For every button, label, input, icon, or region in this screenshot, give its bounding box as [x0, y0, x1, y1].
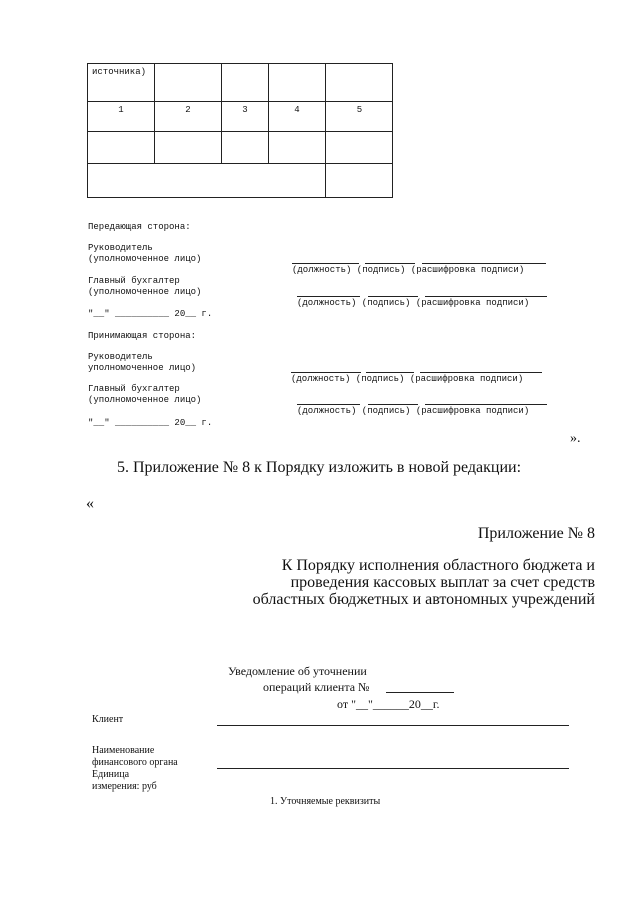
receive-accountant-caption: (должность) (подпись) (расшифровка подписи): [297, 406, 530, 416]
closing-quote: ».: [570, 431, 581, 446]
signature-line: [420, 372, 542, 373]
receive-head-sublabel: уполномоченное лицо): [88, 363, 197, 373]
transfer-date: "__" __________ 20__ г.: [88, 309, 213, 319]
table-col-divider: [325, 63, 326, 198]
client-label: Клиент: [92, 714, 124, 725]
transfer-head-label: Руководитель: [88, 243, 153, 253]
transfer-accountant-sublabel: (уполномоченное лицо): [88, 287, 202, 297]
amendment-text: 5. Приложение № 8 к Порядку изложить в новой редакции:: [117, 459, 522, 476]
signature-line: [297, 296, 360, 297]
fin-org-label: Наименование: [92, 745, 155, 756]
table-col-number: 1: [118, 105, 124, 115]
table-row-divider: [87, 131, 393, 132]
signature-line: [366, 372, 414, 373]
table-row-divider: [87, 101, 393, 102]
appendix-line2: проведения кассовых выплат за счет средств: [290, 574, 595, 591]
transfer-head-sublabel: (уполномоченное лицо): [88, 254, 202, 264]
table-col-number: 4: [294, 105, 300, 115]
appendix-title: Приложение № 8: [477, 525, 595, 542]
signature-line: [425, 404, 547, 405]
table-col-number: 2: [185, 105, 191, 115]
table-col-number: 5: [356, 105, 363, 115]
table-col-number: 3: [242, 105, 248, 115]
notice-date: от "__"______20__г.: [337, 697, 440, 711]
signature-line: [297, 404, 360, 405]
opening-quote: «: [86, 495, 94, 512]
fin-org-sublabel: финансового органа: [92, 757, 178, 768]
signature-line: [292, 263, 359, 264]
table-row-divider: [87, 163, 393, 164]
receive-accountant-label: Главный бухгалтер: [88, 384, 180, 394]
table-header-source: источника): [92, 67, 147, 77]
transfer-head-caption: (должность) (подпись) (расшифровка подписи): [292, 265, 525, 275]
fin-org-field[interactable]: [217, 768, 569, 769]
transfer-title: Передающая сторона:: [88, 222, 191, 232]
signature-line: [425, 296, 547, 297]
appendix-line1: К Порядку исполнения областного бюджета и: [281, 557, 595, 574]
receive-date: "__" __________ 20__ г.: [88, 418, 213, 428]
notice-number-line: [386, 692, 454, 693]
unit-value: измерения: руб: [92, 781, 157, 792]
notice-operations: операций клиента №: [263, 680, 370, 694]
signature-line: [422, 263, 546, 264]
unit-label: Единица: [92, 769, 130, 780]
receive-accountant-sublabel: (уполномоченное лицо): [88, 395, 202, 405]
receive-title: Принимающая сторона:: [88, 331, 197, 341]
notice-title: Уведомление об уточнении: [228, 664, 367, 678]
section-heading: 1. Уточняемые реквизиты: [270, 796, 381, 807]
transfer-accountant-caption: (должность) (подпись) (расшифровка подписи): [297, 298, 530, 308]
signature-line: [365, 263, 415, 264]
appendix-line3: областных бюджетных и автономных учреждений: [252, 591, 595, 608]
receive-head-label: Руководитель: [88, 352, 153, 362]
client-field[interactable]: [217, 725, 569, 726]
signature-line: [368, 296, 418, 297]
transfer-accountant-label: Главный бухгалтер: [88, 276, 180, 286]
signature-line: [291, 372, 361, 373]
signature-line: [368, 404, 418, 405]
receive-head-caption: (должность) (подпись) (расшифровка подписи): [291, 374, 524, 384]
